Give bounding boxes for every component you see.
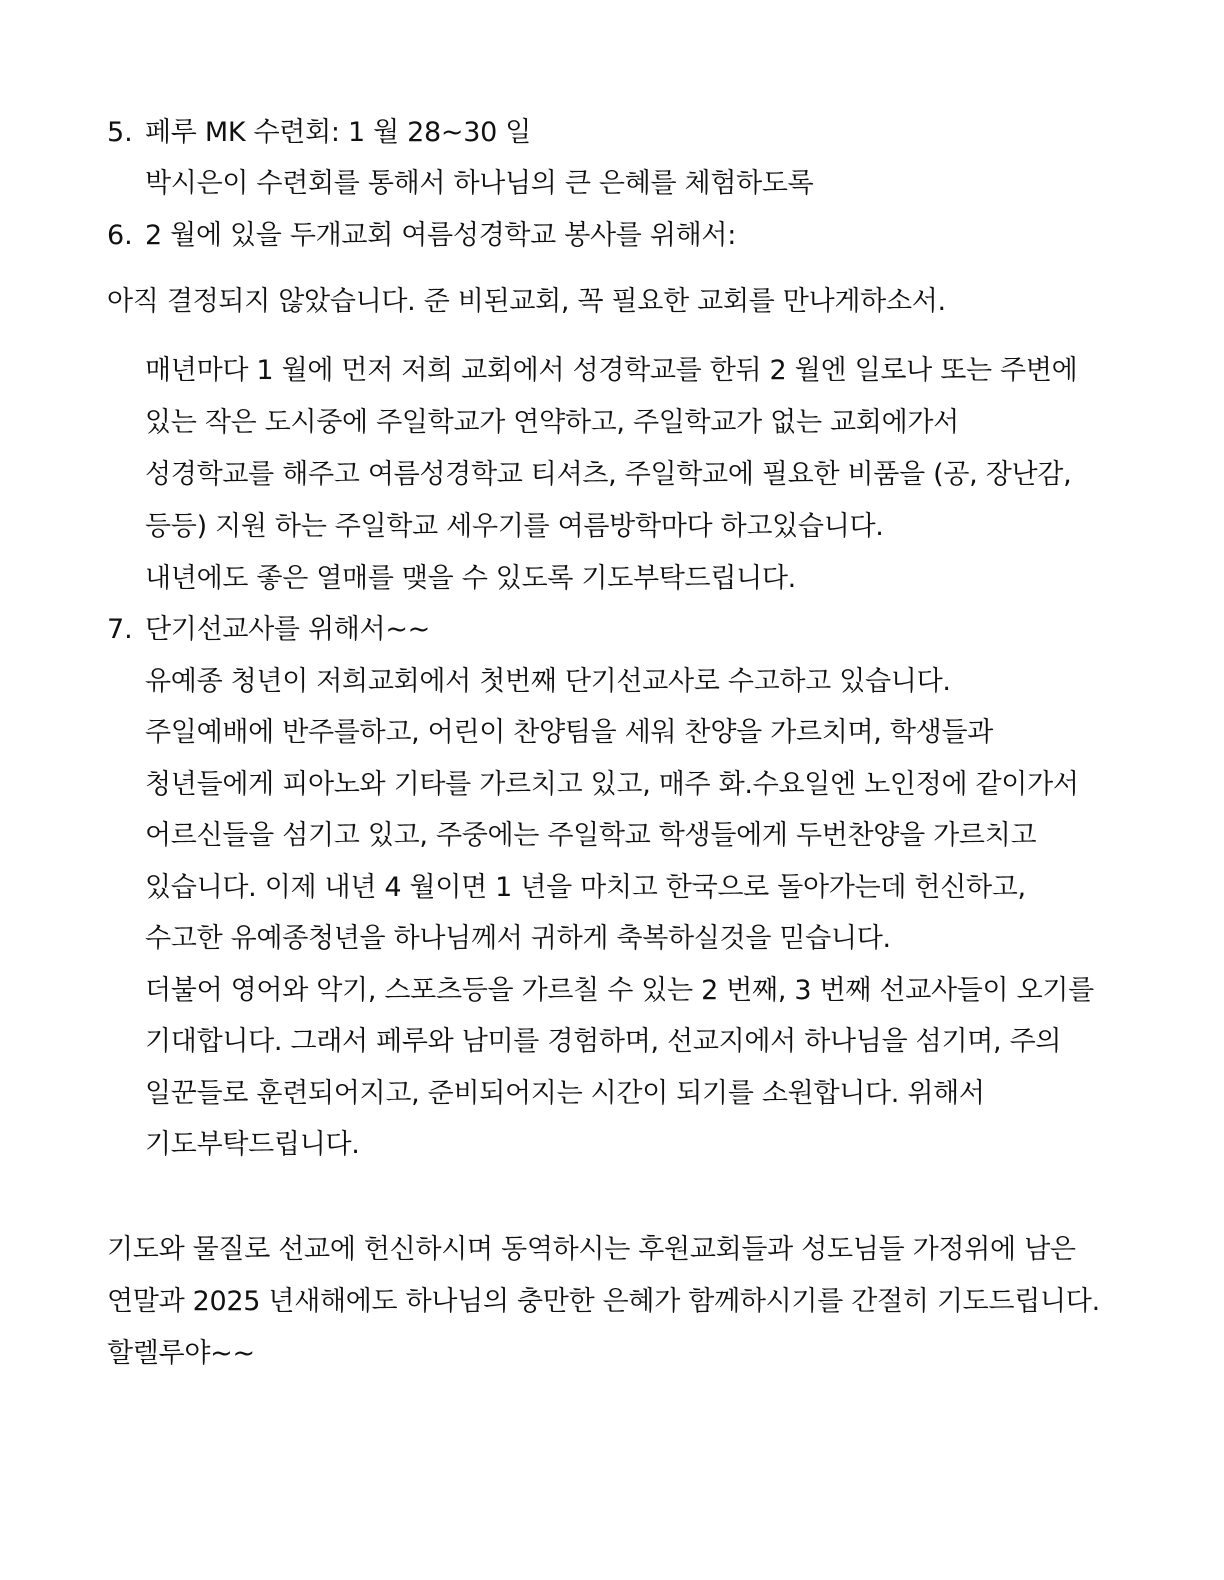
paragraph-line: 내년에도 좋은 열매를 맺을 수 있도록 기도부탁드립니다. [145,563,796,594]
paragraph-line: 청년들에게 피아노와 기타를 가르치고 있고, 매주 화.수요일엔 노인정에 같이가서 [145,769,1079,800]
list-item-heading: 페루 MK 수련회: 1 월 28~30 일 [145,117,532,148]
list-item-body: 박시은이 수련회를 통해서 하나님의 큰 은혜를 체험하도록 [145,168,814,199]
list-item-heading: 단기선교사를 위해서~~ [145,614,430,645]
list-number: 6. [107,220,133,251]
paragraph-line: 주일예배에 반주를하고, 어린이 찬양팀을 세워 찬양을 가르치며, 학생들과 [145,717,994,748]
paragraph-line: 매년마다 1 월에 먼저 저희 교회에서 성경학교를 한뒤 2 월엔 일로나 또는 주변에 [145,355,1078,386]
paragraph-line: 아직 결정되지 않았습니다. 준 비된교회, 꼭 필요한 교회를 만나게하소서. [107,286,946,317]
list-item-heading: 2 월에 있을 두개교회 여름성경학교 봉사를 위해서: [145,220,737,251]
paragraph-line: 기도부탁드립니다. [145,1129,360,1160]
closing-line: 할렐루야~~ [107,1338,255,1369]
list-number: 5. [107,117,133,148]
paragraph-line: 성경학교를 해주고 여름성경학교 티셔츠, 주일학교에 필요한 비품을 (공, 장난감, [145,459,1072,490]
paragraph-line: 등등) 지원 하는 주일학교 세우기를 여름방학마다 하고있습니다. [145,511,884,542]
paragraph-line: 있습니다. 이제 내년 4 월이면 1 년을 마치고 한국으로 돌아가는데 헌신하고, [145,872,1026,903]
paragraph-line: 있는 작은 도시중에 주일학교가 연약하고, 주일학교가 없는 교회에가서 [145,407,959,438]
paragraph-line: 일꾼들로 훈련되어지고, 준비되어지는 시간이 되기를 소원합니다. 위해서 [145,1078,985,1109]
closing-line: 기도와 물질로 선교에 헌신하시며 동역하시는 후원교회들과 성도님들 가정위에 남은 [107,1234,1076,1265]
paragraph-line: 수고한 유예종청년을 하나님께서 귀하게 축복하실것을 믿습니다. [145,923,891,954]
paragraph-line: 기대합니다. 그래서 페루와 남미를 경험하며, 선교지에서 하나님을 섬기며, 주의 [145,1026,1062,1057]
list-number: 7. [107,614,133,645]
closing-line: 연말과 2025 년새해에도 하나님의 충만한 은혜가 함께하시기를 간절히 기도드립니다. [107,1286,1100,1317]
paragraph-line: 더불어 영어와 악기, 스포츠등을 가르칠 수 있는 2 번째, 3 번째 선교사들이 오기를 [145,975,1094,1006]
paragraph-line: 어르신들을 섬기고 있고, 주중에는 주일학교 학생들에게 두번찬양을 가르치고 [145,820,1037,851]
paragraph-line: 유예종 청년이 저희교회에서 첫번째 단기선교사로 수고하고 있습니다. [145,666,951,697]
